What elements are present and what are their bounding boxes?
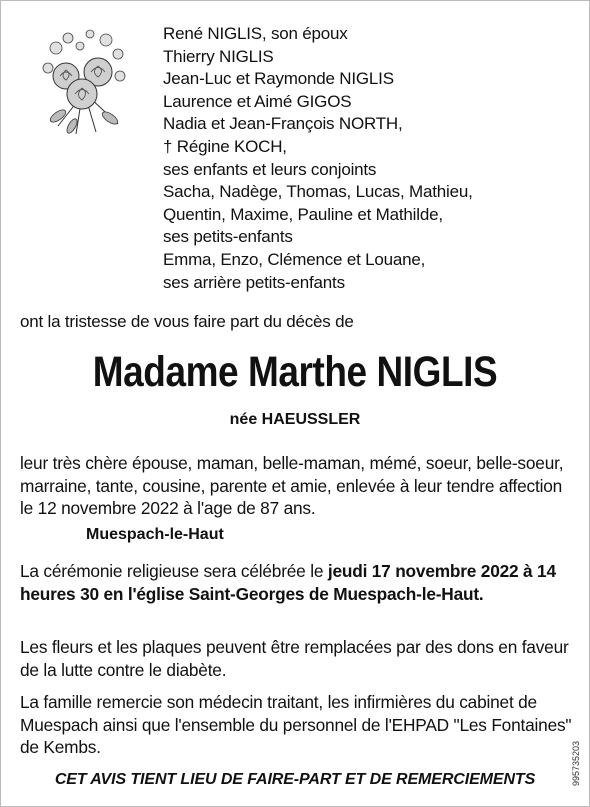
closing-line: CET AVIS TIENT LIEU DE FAIRE-PART ET DE REMERCIEMENTS — [54, 771, 536, 788]
family-line: Emma, Enzo, Clémence et Louane, — [163, 249, 426, 269]
rose-bouquet-icon — [36, 26, 128, 138]
family-line: Nadia et Jean-François NORTH, — [163, 114, 403, 134]
family-line: ses petits-enfants — [163, 227, 293, 247]
family-list — [163, 23, 473, 294]
family-line: ses enfants et leurs conjoints — [163, 159, 377, 179]
ceremony-intro: La cérémonie religieuse sera célébrée le — [20, 561, 328, 581]
description-paragraph: leur très chère épouse, maman, belle-maman, mémé, soeur, belle-soeur, marraine, tante, cousine, parente et amie, enlevée à leur tendre affection le 12 novembre 2022 à l'age de 87 ans. — [20, 453, 564, 519]
announcement-intro: ont la tristesse de vous faire part du décès de — [20, 312, 354, 331]
ceremony-paragraph — [20, 560, 575, 605]
family-line: Thierry NIGLIS — [163, 46, 274, 66]
reference-number: 995735203 — [571, 740, 581, 786]
family-line: † Régine KOCH, — [163, 136, 287, 156]
family-line: Quentin, Maxime, Pauline et Mathilde, — [163, 204, 443, 224]
deceased-name: Madame Marthe NIGLIS — [92, 348, 498, 396]
family-line: Sacha, Nadège, Thomas, Lucas, Mathieu, — [163, 182, 473, 202]
maiden-name: née HAEUSSLER — [229, 411, 361, 428]
location-heading: Muespach-le-Haut — [86, 526, 224, 543]
family-line: ses arrière petits-enfants — [163, 272, 345, 292]
family-line: René NIGLIS, son époux — [163, 24, 348, 43]
family-line: Laurence et Aimé GIGOS — [163, 91, 352, 111]
flowers-paragraph: Les fleurs et les plaques peuvent être remplacées par des dons en faveur de la lutte contre le diabète. — [20, 637, 569, 680]
family-line: Jean-Luc et Raymonde NIGLIS — [163, 69, 394, 89]
thanks-paragraph: La famille remercie son médecin traitant, les infirmières du cabinet de Muespach ainsi que l'ensemble du personnel de l'EHPAD "Les Fontaines" de Kembs. — [20, 692, 572, 758]
ceremony-details: jeudi 17 novembre 2022 à 14 heures 30 en l'église Saint-Georges de Muespach-le-Haut. — [20, 561, 556, 604]
